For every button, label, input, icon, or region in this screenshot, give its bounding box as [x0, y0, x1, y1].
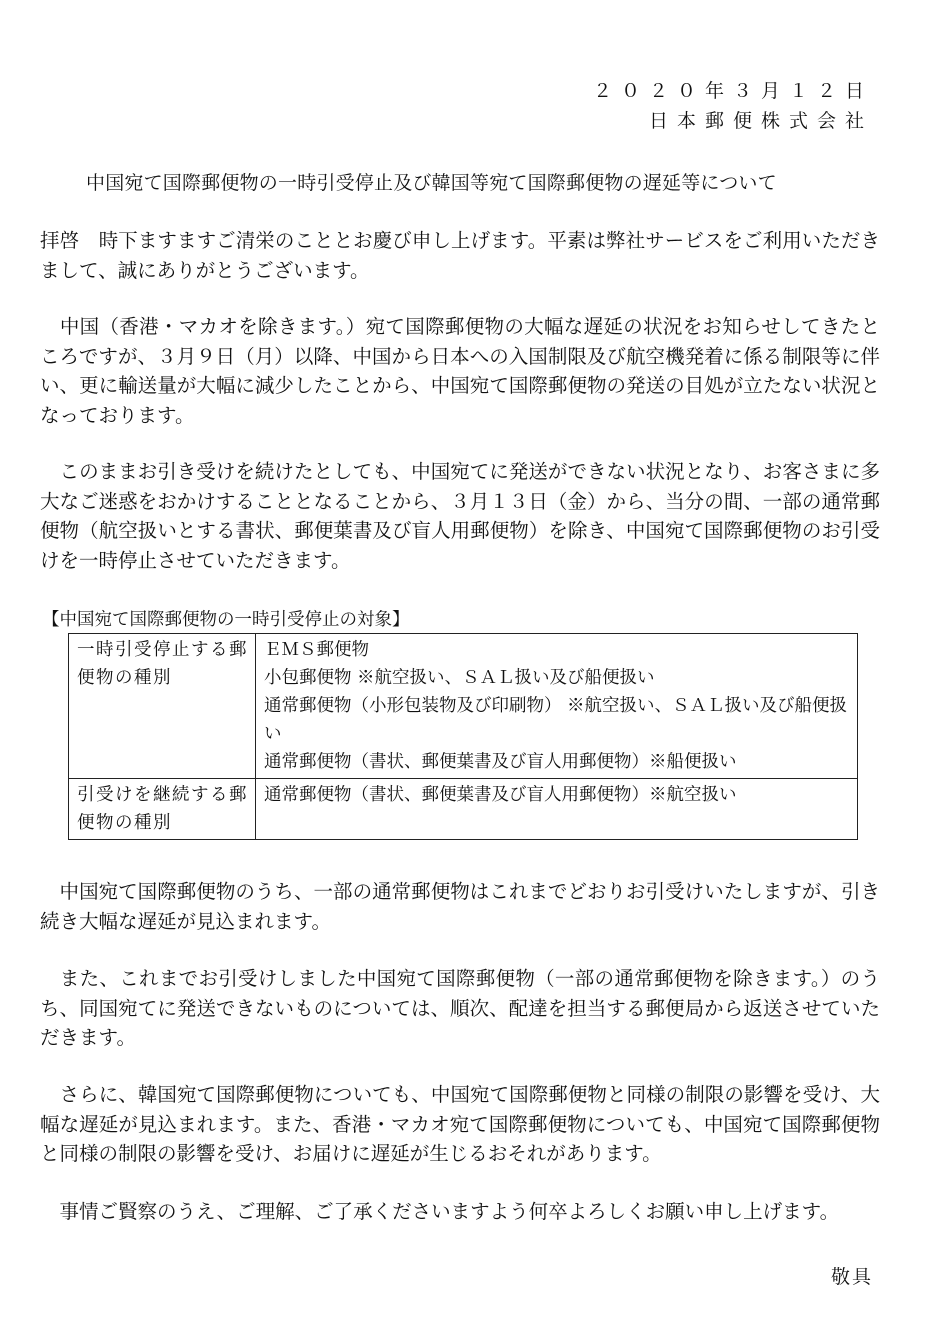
row-header-continued: 引受けを継続する郵便物の種別 [69, 779, 256, 840]
table-caption: 【中国宛て国際郵便物の一時引受停止の対象】 [42, 610, 410, 630]
notice-title: 中国宛て国際郵便物の一時引受停止及び韓国等宛て国際郵便物の遅延等について [86, 172, 777, 194]
list-item: 小包郵便物 ※航空扱い、ＳＡＬ扱い及び船便扱い [264, 668, 655, 688]
korea-paragraph: さらに、韓国宛て国際郵便物についても、中国宛て国際郵便物と同様の制限の影響を受け、大幅な遅延が見込まれます。また、香港・マカオ宛て国際郵便物についても、中国宛て国際郵便物と同様の制限の影響を受け、お届けに遅延が生じるおそれがあります。 [40, 1083, 880, 1165]
list-item: ＥＭＳ郵便物 [264, 640, 369, 660]
list-item: 通常郵便物（書状、郵便葉書及び盲人用郵便物）※船便扱い [264, 752, 737, 772]
table-row [69, 779, 858, 840]
request-paragraph: 事情ご賢察のうえ、ご理解、ご了承くださいますよう何卒よろしくお願い申し上げます。 [40, 1200, 840, 1223]
list-item: 通常郵便物（小形包装物及び印刷物） ※航空扱い、ＳＡＬ扱い及び船便扱い [264, 696, 848, 744]
suspension-paragraph: このままお引き受けを続けたとしても、中国宛てに発送ができない状況となり、お客さまに多大なご迷惑をおかけすることとなることから、３月１３日（金）から、当分の間、一部の通常郵便物（航空扱いとする書状、郵便葉書及び盲人用郵便物）を除き、中国宛て国際郵便物のお引受けを一時停止させていただきます。 [40, 460, 880, 572]
situation-paragraph: 中国（香港・マカオを除きます。）宛て国際郵便物の大幅な遅延の状況をお知らせしてきたところですが、３月９日（月）以降、中国から日本への入国制限及び航空機発着に係る制限等に伴い、更に輸送量が大幅に減少したことから、中国宛て国際郵便物の発送の目処が立たない状況となっております。 [40, 315, 880, 427]
notice-date: ２０２０年３月１２日 [592, 80, 873, 102]
continued-items-cell [256, 779, 858, 840]
suspended-items-cell [256, 634, 858, 779]
row-header-suspended: 一時引受停止する郵便物の種別 [69, 634, 256, 779]
closing-word: 敬具 [830, 1266, 873, 1288]
continued-paragraph: 中国宛て国際郵便物のうち、一部の通常郵便物はこれまでどおりお引受けいたしますが、引き続き大幅な遅延が見込まれます。 [40, 880, 880, 933]
suspension-target-table [68, 633, 858, 840]
list-item: 通常郵便物（書状、郵便葉書及び盲人用郵便物）※航空扱い [264, 785, 737, 805]
greeting-paragraph: 拝啓 時下ますますご清栄のこととお慶び申し上げます。平素は弊社サービスをご利用いただきまして、誠にありがとうございます。 [40, 229, 880, 282]
returned-paragraph: また、これまでお引受けしました中国宛て国際郵便物（一部の通常郵便物を除きます。）のうち、同国宛てに発送できないものについては、順次、配達を担当する郵便局から返送させていただきます。 [40, 967, 880, 1049]
table-row [69, 634, 858, 779]
issuer-name: 日本郵便株式会社 [648, 110, 873, 132]
